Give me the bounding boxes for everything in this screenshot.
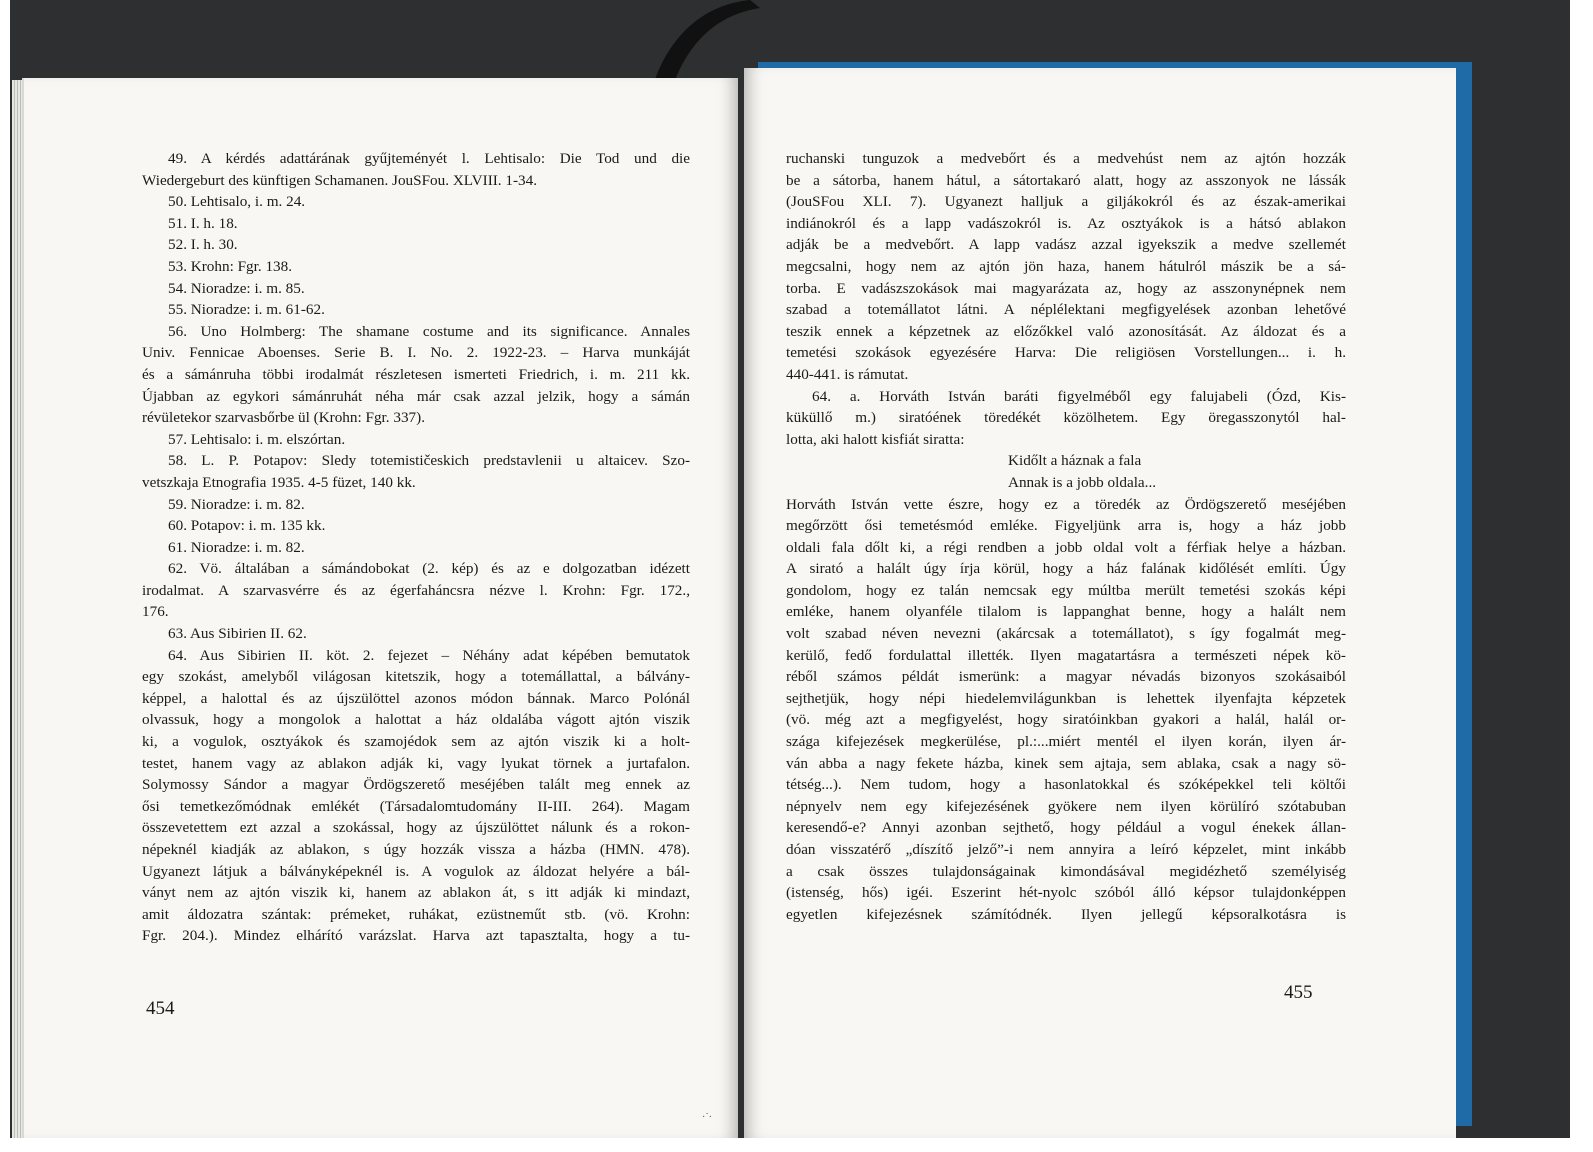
text-line: indiánokról és a lapp vadászokról is. Az osztyákok is a hátsó ablakon xyxy=(786,214,1346,232)
text-line: 176. xyxy=(142,603,169,621)
text-line: temetési szokások egyezésére Harva: Die religiösen Vorstellungen... i. h. xyxy=(786,344,1346,362)
text-line: emléke, hanem olyanféle tilalom is lappanghat benne, hogy a halált nem xyxy=(786,603,1346,621)
text-line: Horváth István vette észre, hogy ez a töredék az Ördögszerető meséjében xyxy=(786,495,1346,513)
text-line: A sirató a halált úgy írja körül, hogy a ház falának kidőlését említi. Úgy xyxy=(786,560,1346,578)
text-line: 55. Nioradze: i. m. 61-62. xyxy=(168,301,325,319)
text-line: Univ. Fennicae Aboenses. Serie B. I. No. 2. 1922-23. – Harva munkáját xyxy=(142,344,690,362)
text-line: képpel, a halottal és az újszülöttel azonos módon bánnak. Marco Polónál xyxy=(142,689,690,707)
text-line: 57. Lehtisalo: i. m. elszórtan. xyxy=(168,430,346,448)
text-line: 51. I. h. 18. xyxy=(168,214,238,232)
text-line: 64. a. Horváth István baráti figyelméből egy falujabeli (Ózd, Kis- xyxy=(812,387,1346,405)
text-line: 54. Nioradze: i. m. 85. xyxy=(168,279,305,297)
text-line: révületekor szarvasbőrbe ül (Krohn: Fgr. 337). xyxy=(142,409,425,427)
page-number-left: 454 xyxy=(146,998,175,1019)
text-line: ki, a vogulok, osztyákok és szamojédok sem az ajtón viszik ki a holt- xyxy=(142,733,690,751)
text-line: népeknél kiadják az ablakon, s úgy hozzák vissza a házba (HMN. 478). xyxy=(142,841,690,858)
poem-line: Annak is a jobb oldala... xyxy=(1008,473,1157,491)
text-line: vetszkaja Etnografia 1935. 4-5 füzet, 140 kk. xyxy=(142,473,416,491)
text-line: 63. Aus Sibirien II. 62. xyxy=(168,625,307,643)
dust-mark: ·˙· xyxy=(702,1112,712,1123)
text-line: 60. Potapov: i. m. 135 kk. xyxy=(168,517,326,535)
text-line: sejthetjük, hogy népi hiedelemvilágunkban is lehettek ilyenfajta képzetek xyxy=(786,689,1346,707)
text-line: megőrzött ősi temetésmód emléke. Figyeljünk arra is, hogy a ház jobb xyxy=(786,517,1346,535)
text-line: ruchanski tunguzok a medvebőrt és a medvehúst nem az ajtón hozzák xyxy=(786,150,1346,167)
text-line: (JouSFou XLI. 7). Ugyanezt halljuk a giljákokról és az észak-amerikai xyxy=(786,193,1346,211)
text-line: 53. Krohn: Fgr. 138. xyxy=(168,257,293,275)
text-line: megcsalni, hogy nem az ajtón jön haza, hanem hátulról mászik be a sá- xyxy=(786,257,1346,275)
text-line: torba. E vadászszokások mai magyarázata az, hogy az asszonynépnek nem xyxy=(786,279,1346,297)
text-line: gondolom, hogy ez talán nemcsak egy múltba merült temetési szokás képi xyxy=(786,581,1346,599)
text-line: szabad a totemállatot látni. A néplélektani megfigyelések azonban lehetővé xyxy=(786,301,1346,319)
text-line: 59. Nioradze: i. m. 82. xyxy=(168,495,305,513)
text-line: réből számos példát ismerünk: a magyar névadás bizonyos szokásaiból xyxy=(786,668,1346,686)
text-line: olvassuk, hogy a mongolok a halottat a ház oldalába vágott ajtón viszik xyxy=(142,711,690,729)
text-line: keresendő-e? Annyi azonban sejthető, hogy például a vogul énekek állan- xyxy=(786,819,1346,837)
text-line: lotta, aki halott kisfiát siratta: xyxy=(786,430,965,448)
right-page-text xyxy=(786,148,1346,925)
text-line: 64. Aus Sibirien II. köt. 2. fejezet – Néhány adat képében bemutatok xyxy=(168,646,690,664)
text-line: 50. Lehtisalo, i. m. 24. xyxy=(168,193,306,211)
text-line: volt szabad néven nevezni (akárcsak a totemállatot), s így fogalmát meg- xyxy=(786,625,1346,643)
text-line: összevetettem ezt azzal a szokással, hogy az újszülöttet nálunk és a rokon- xyxy=(142,819,690,837)
text-line: 49. A kérdés adattárának gyűjteményét l. Lehtisalo: Die Tod und die xyxy=(168,150,690,167)
text-line: ván abba a nagy fekete házba, kinek sem ajtaja, sem ablaka, csak a nagy sö- xyxy=(786,754,1346,772)
text-line: irodalmat. A szarvasvérre és az égerfaháncsra nézve l. Krohn: Fgr. 172., xyxy=(142,581,690,599)
text-line: egyetlen kifejezésnek számítódnék. Ilyen jellegű képsoralkotásra is xyxy=(786,905,1346,923)
text-line: be a sátorba, hanem hátul, a sátortakaró alatt, hogy az asszonyok ne lássák xyxy=(786,171,1346,189)
text-line: tétség...). Nem tudom, hogy a hasonlatokkal és szóképekkel teli költői xyxy=(786,776,1346,794)
page-stack-edge xyxy=(12,80,22,1138)
text-line: 61. Nioradze: i. m. 82. xyxy=(168,538,305,556)
text-line: 52. I. h. 30. xyxy=(168,236,238,254)
text-line: ősi temetkezőmódnak emlékét (Társadalomtudomány II-III. 264). Magam xyxy=(142,797,690,815)
text-line: amit áldozatra szántak: prémeket, ruhákat, ezüstneműt stb. (vö. Krohn: xyxy=(142,905,690,923)
text-line: 440-441. is rámutat. xyxy=(786,365,909,383)
text-line: ványt nem az ajtón viszik ki, hanem az ablakon át, s itt adják ki mindazt, xyxy=(142,884,690,902)
text-line: népnyelv nem egy kifejezésének gyökere nem ilyen körülíró szótabuban xyxy=(786,797,1346,815)
text-line: egy szokást, amelyből világosan kitetszik, hogy a totemállattal, a bálvány- xyxy=(142,668,690,686)
left-page-notes xyxy=(142,148,690,947)
text-line: a csak összes tulajdonságainak kimondásával megidézhető személyiség xyxy=(786,862,1346,880)
text-line: adják be a medvebőrt. A lapp vadász azzal igyekszik a medve szellemét xyxy=(786,236,1346,254)
right-page xyxy=(744,68,1456,1138)
text-line: dóan visszatérő „díszítő jelző”-i nem annyira a leíró képzelet, mint inkább xyxy=(786,841,1346,858)
text-line: (vö. még azt a megfigyelést, hogy siratóinkban gyakori a halál, halál or- xyxy=(786,711,1346,729)
text-line: küküllő m.) siratóének töredékét közölhetem. Egy öregasszonytól hal- xyxy=(786,409,1346,427)
text-line: 58. L. P. Potapov: Sledy totemističeskich predstavlenii u altaicev. Szo- xyxy=(168,452,690,470)
page-number-right: 455 xyxy=(1284,982,1313,1003)
text-line: testet, hanem vagy az ablakon adják ki, vagy lyukat törnek a jurtafalon. xyxy=(142,754,690,772)
poem-line: Kidőlt a háznak a fala xyxy=(1008,452,1142,470)
text-line: oldali fala dőlt ki, a régi rendben a jobb oldal volt a férfiak helye a házban. xyxy=(786,538,1346,556)
text-line: kerülő, fedő fordulattal illették. Ilyen magatartásra a természeti népek kö- xyxy=(786,646,1346,664)
text-line: 62. Vö. általában a sámándobokat (2. kép) és az e dolgozatban idézett xyxy=(168,560,690,578)
text-line: szága kifejezések megkerülése, pl.:...miért mentél el ilyen korán, ilyen ár- xyxy=(786,733,1346,751)
text-line: 56. Uno Holmberg: The shamane costume and its significance. Annales xyxy=(168,322,690,340)
text-line: Újabban az egykori sámánruhát néha már csak azzal jelzik, hogy a sámán xyxy=(142,387,690,405)
text-line: és a sámánruha többi irodalmát részletesen ismerteti Friedrich, i. m. 211 kk. xyxy=(142,365,690,383)
text-line: (istenség, hős) igéi. Eszerint hét-nyolc szóból álló képsor tulajdonképpen xyxy=(786,884,1346,902)
text-line: Fgr. 204.). Mindez elhárító varázslat. Harva azt tapasztalta, hogy a tu- xyxy=(142,927,690,945)
left-page xyxy=(22,78,738,1138)
text-line: Solymossy Sándor a magyar Ördögszerető meséjében talált meg ennek az xyxy=(142,776,690,794)
text-line: Wiedergeburt des künftigen Schamanen. JouSFou. XLVIII. 1-34. xyxy=(142,171,538,189)
text-line: teszik ennek a képzetnek az előzőkkel való azonosítását. Az áldozat és a xyxy=(786,322,1346,340)
text-line: Ugyanezt látjuk a bálványképeknél is. A vogulok az áldozat helyére a bál- xyxy=(142,862,690,880)
